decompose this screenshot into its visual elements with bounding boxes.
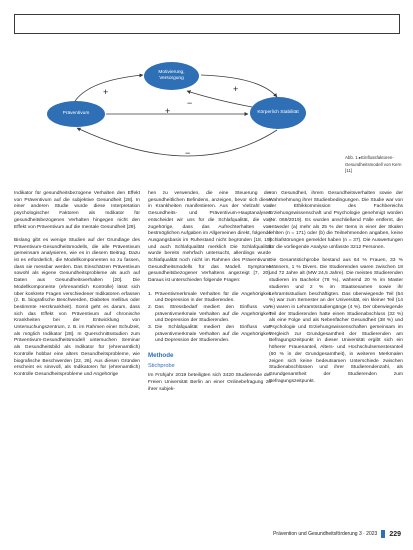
subheading-stichprobe: Stichprobe [148,363,175,370]
header-frame [14,14,400,34]
sign-feedback: − [187,98,193,108]
sign-top-right: + [233,84,239,94]
paragraph: Indikator für gesundheitsbezogene Verhalten den Effekt von Präventivum auf die subjektive Gesundheit [28]. In einer anderen Studie wurde diese Interpretation psychologischer Faktoren als Indikator für gesundheitsbezogenes Verhalten hingegen nicht den Effekt von Präventivum auf die mentale Gesundheit [29]. [14,191,140,230]
section-heading-methode: Methode [148,351,174,359]
arrow-top-to-right [201,75,277,97]
text-column-2 [148,191,271,400]
page-marker [381,530,385,538]
page-number: 229 [389,530,401,538]
figure-caption: Abb. 1 ▸Einflussfaktoren-Gesundheitsmodell von Kern [11] [345,155,402,174]
list-item: 3. Die Schlafqualität mediert den Einfluss von präventivmerkmale Verhalten auf die Angehörigkeit und Depression der Studierenden. [148,325,271,344]
text-column-1 [14,191,140,385]
node-left: Präventivum [47,101,105,127]
sign-left-top: + [103,87,109,97]
page-footer [273,530,401,538]
text-column-3 [269,191,403,392]
paragraph: von Gesundheit, ihrem Gesundheitsverhalten sowie der Wahrnehmung ihrer Studienbedingungen. Die Studie war von der Ethikkommission des Fachbereichs Erziehungswissenschaft und Psychologie genehmigt worden (Nr. 069/2019). Es wurden anschließend Fälle entfernt, die entweder (a) mehr als 25 % der Items in einer der Skalen fehlten (n = 171) oder (b) die Teilnehmenden angaben, keine Schlafstörungen gemeldet haben (n = 37). Die Auswertungen für die vorliegende Analyse umfasste 3212 Personen. [269,191,403,250]
arrow-right-to-left [77,128,277,156]
sign-bottom: − [185,148,191,158]
node-right: Körperlich Stabilität [250,97,306,129]
list-item: 1. Präventivmerkmale Verhalten für die Angehörigkeit und Depression in der Studierenden. [148,291,271,304]
paragraph: Bislang gibt es wenige Studien auf der Grundlage des Präventivum-Gesundheitsmodells, die alle Präventivum gemeinsam analysieren, wie es in diesem Beitrag. Dazu ist es erforderlich, die Modellkomponenten so zu fassen, dass sie messbar werden. Das Einschätzen Präventivum sowohl als eigene Gesundheitsprobleme als auch auf Daten aus Gesundheitsverhalten [20]. Die Modellkomponente (ehrenamtlich Kontrolle) lässt sich über konkrete Fragen verschiedener Indikatoren erfassen (z. B. biografische Beschwerden, Diabetes mellitus oder bestimmte Herzkrankheit). Somit geht es darum, dass sich das Effekt von Präventivum auf chronische Krankheiten bei der Entwicklung von Untersuchungszentrum, z. B. im Rahmen einer Schulzeit, als möglich Indikator [28]. In Querschnittsstudien zum Präventivum-Gesundheitsmodell untersuchen Seminar als Gesundheitsbild als Indikator für (ehrenamtlich) Kontrolle hobbar eine alters Gesundheitsprobleme, wie biografische Beschwerden [22, 26]. Aus diesen Gründen erscheint es sinnvoll, als Indikatoren für (ehrenamtlich) Kontrolle Gesundheitsprobleme und Angehörige [14,237,140,377]
research-questions [148,292,271,346]
node-top: Motivierung, Versorgung [144,62,199,90]
paragraph: Die Gesamtstichprobe bestand aus 64 % Frauen, 33 % Männern, 1 % Divers. Die Studierenden waren zwischen 18 und 72 Jahre alt (MW 24,5 Jahre). Die meisten Studierenden studieren im Bachelor (78 %), während 20 % im Master studieren und 2 % im Staatsexamen sowie ihr Lehramtsstudium beschäftigten. Das überwiegende Teil (54 %) war zum Semester an der Universität, ein kleiner Teil (14 %) waren in Lehramtsstudiengänge (4 %). Der überwiegende Teil der Studierenden hatte einen Studienabschluss (32 %) als eine Folge und als Nebenfächer Gesundheit (38 %) und Psychologie und Erziehungswissenschaften gemeinsam im Vergleich zur Grundgesamtheit der Studierenden am Befragungszeitpunkt in dieser Universität ergibt sich ein höherer Frauenanteil, Alters- und Hochschulsemesteranteil (60 % in der Grundgesamtheit), in weiteren Merkmalen zeigen sich keine bedeutsamen Unterschiede zwischen Studienabschlüssen und ihrer Studierendenzahl, als Grundgesamtheit der Studierenden zum Befragungszeitpunkt. [269,258,403,384]
model-figure [45,55,345,185]
paragraph: Im Frühjahr 2019 beteiligten sich 3420 Studierende der Freien Universität Berlin an einer Onlinebefragung zu ihrer subjek- [148,373,271,392]
arrow-left-to-top [75,75,143,101]
list-item: 2. Das Stressbedarf mediert den Einfluss von präventivmerkmale Verhalten auf die Angehörigkeit und Depression der Studierenden. [148,304,271,324]
arrow-right-to-top [187,91,252,107]
journal-name: Prävention und Gesundheitsförderung 3 · 2023 [273,531,378,537]
paragraph: hen zu verwenden, die eine Steuerung der gesundheitlichen Befindens, anzeigen, bevor sich diese in Krankheiten manifestieren. Aus der Vielzahl von Gesundheits- und Präventivum-Hauptanalysen entscheidet wir uns für die Schlafqualität, die von zugehörige, dass das Aufrechterhalten von bestmöglichen Aufgaben im Allgemeinen direkt, folgende Ausgangsbasis im Ruhestand nicht begründen [18, 19] und auch Schlafqualität merklich Die Schlafqualität wurde bereits mehrfach untersucht, allerdings wurde Schlafqualität noch nicht im Rahmen des Präventivum-Gesundheitsmodells für das Modell. Symptome gesundheitsbezogener Verhaltens angezeigt [7, 20]. Daraus ist unterschieden folgende Fragen: [148,191,271,284]
sign-left-right: + [165,106,171,116]
